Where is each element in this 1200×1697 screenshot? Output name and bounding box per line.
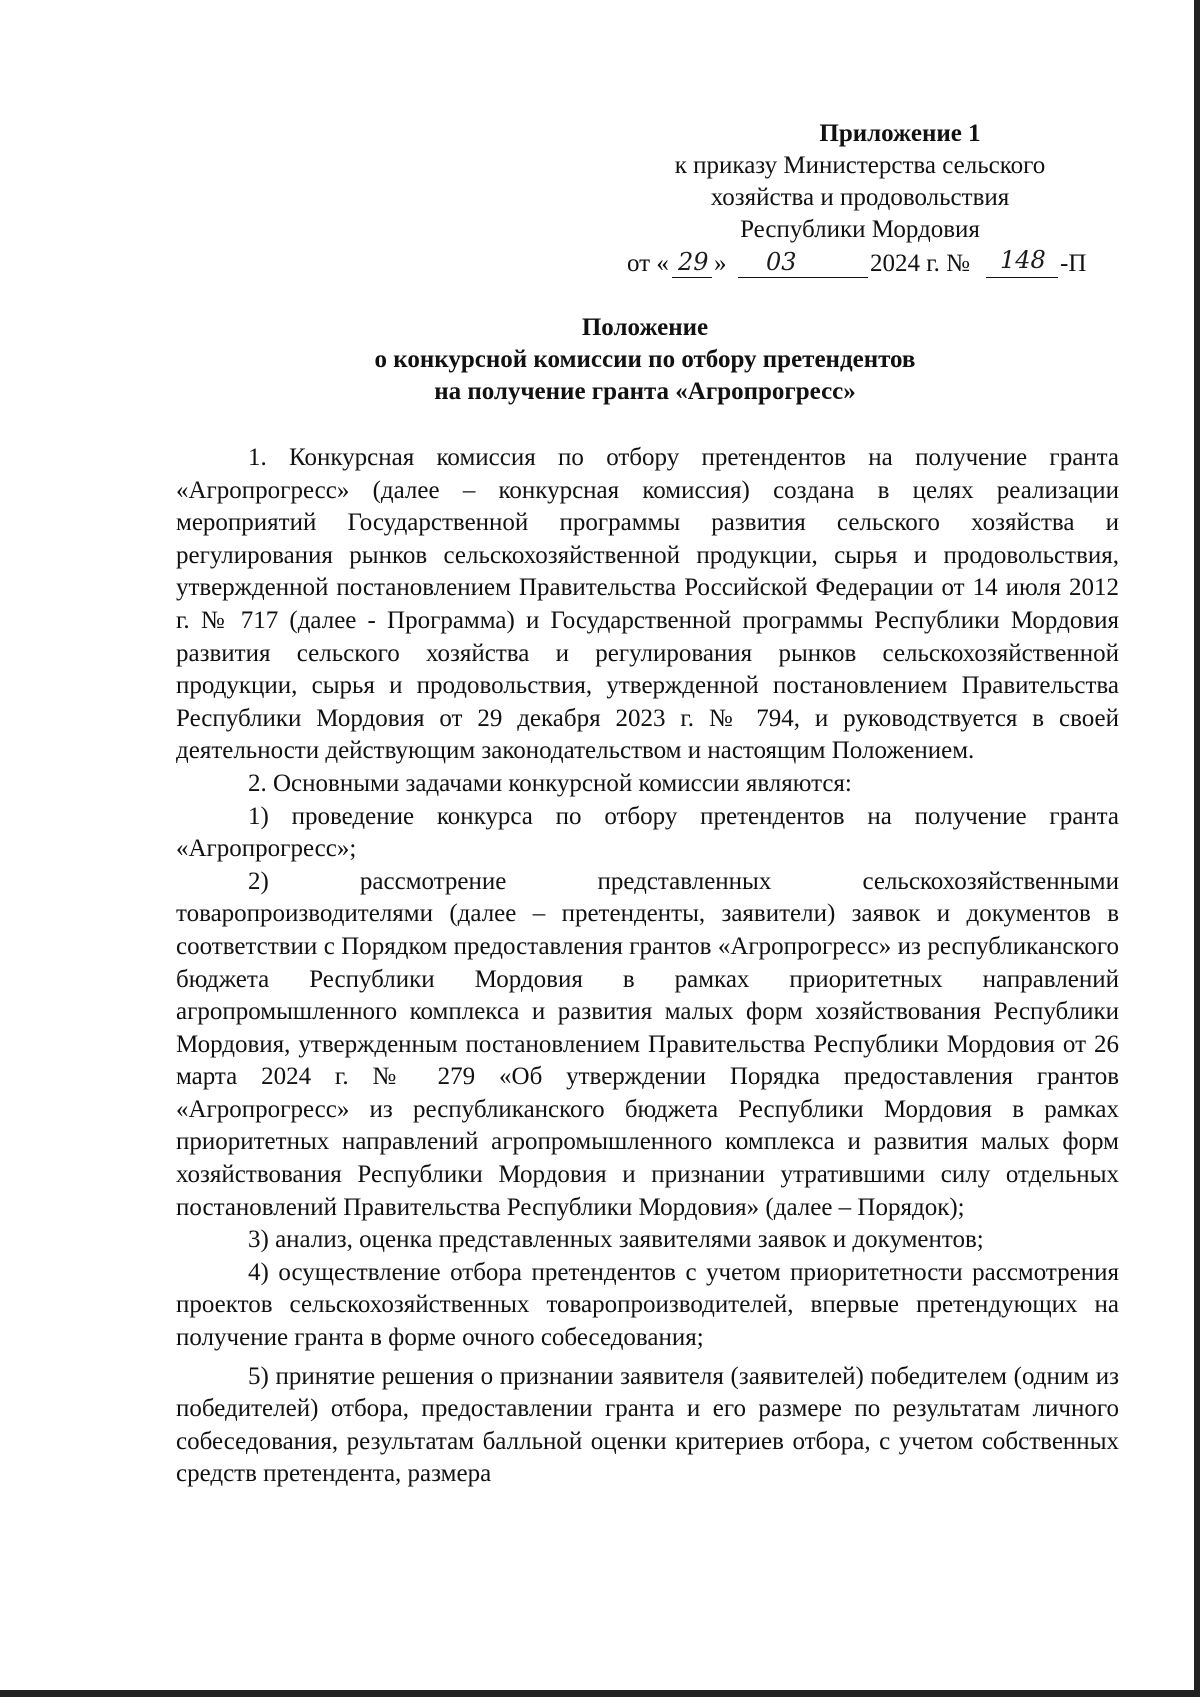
paragraph-2: 2. Основными задачами конкурсной комиссии являются:	[248, 769, 852, 797]
paragraph-2-item-1: 1) проведение конкурса по отбору претендентов на получение гранта «Агропрогресс»;	[176, 802, 1119, 863]
month-underline	[738, 277, 868, 278]
paragraph-2-item-4: 4) осуществление отбора претендентов с учетом приоритетности рассмотрения проектов сельскохозяйственных товаропроизводителей, впервые претендующих на получение гранта в форме очного собеседования;	[176, 1258, 1119, 1352]
heading-line-1: Положение	[581, 314, 709, 341]
date-prefix: от «	[627, 250, 669, 277]
day-close: »	[714, 250, 727, 277]
number-suffix: -П	[1060, 250, 1087, 277]
annex-line-3: Республики Мордовия	[740, 216, 980, 243]
day-underline	[672, 277, 712, 278]
handwritten-number: 148	[1000, 246, 1046, 274]
heading-line-2: о конкурсной комиссии по отбору претендентов	[374, 346, 916, 373]
paragraph-2-item-5: 5) принятие решения о признании заявителя (заявителей) победителем (одним из победителей) отбора, предоставлении гранта и его размере по результатам личного собеседования, результатам балльной оценки критериев отбора, с учетом собственных средств претендента, размера	[176, 1362, 1119, 1488]
handwritten-day: 29	[678, 248, 709, 276]
document-body	[176, 442, 1119, 1491]
heading-line-3: на получение гранта «Агропрогресс»	[434, 378, 856, 405]
scan-edge-bottom	[0, 1690, 1200, 1697]
annex-date-line	[600, 248, 1120, 282]
paragraph-2-item-3: 3) анализ, оценка представленных заявителями заявок и документов;	[248, 1226, 984, 1254]
annex-line-1: к приказу Министерства сельского	[674, 152, 1046, 179]
annex-block	[600, 118, 1120, 282]
paragraph-1: 1. Конкурсная комиссия по отбору претендентов на получение гранта «Агропрогресс» (далее – конкурсная комиссия) создана в целях реализации мероприятий Государственной программы развития сельского хозяйства и регулирования рынков сельскохозяйственной продукции, сырья и продовольствия, утвержденной постановлением Правительства Российской Федерации от 14 июля 2012 г. № 717 (далее - Программа) и Государственной программы Республики Мордовия развития сельского хозяйства и регулирования рынков сельскохозяйственной продукции, сырья и продовольствия, утвержденной постановлением Правительства Республики Мордовия от 29 декабря 2023 г. № 794, и руководствуется в своей деятельности действующим законодательством и настоящим Положением.	[176, 444, 1119, 765]
document-heading	[170, 312, 1120, 408]
number-underline	[986, 277, 1058, 278]
scan-edge-right	[1194, 0, 1200, 1697]
annex-title: Приложение 1	[819, 120, 981, 147]
handwritten-month: 03	[766, 248, 797, 276]
paragraph-2-item-2: 2) рассмотрение представленных сельскохозяйственными товаропроизводителями (далее – претенденты, заявители) заявок и документов в соответствии с Порядком предоставления грантов «Агропрогресс» из республиканского бюджета Республики Мордовия в рамках приоритетных направлений агропромышленного комплекса и развития малых форм хозяйствования Республики Мордовия, утвержденным постановлением Правительства Республики Мордовия от 26 марта 2024 г. № 279 «Об утверждении Порядка предоставления грантов «Агропрогресс» из республиканского бюджета Республики Мордовия в рамках приоритетных направлений агропромышленного комплекса и развития малых форм хозяйствования Республики Мордовия и признании утратившими силу отдельных постановлений Правительства Республики Мордовия» (далее – Порядок);	[176, 867, 1119, 1221]
date-year: 2024 г. №	[870, 250, 971, 277]
annex-line-2: хозяйства и продовольствия	[710, 184, 1010, 211]
